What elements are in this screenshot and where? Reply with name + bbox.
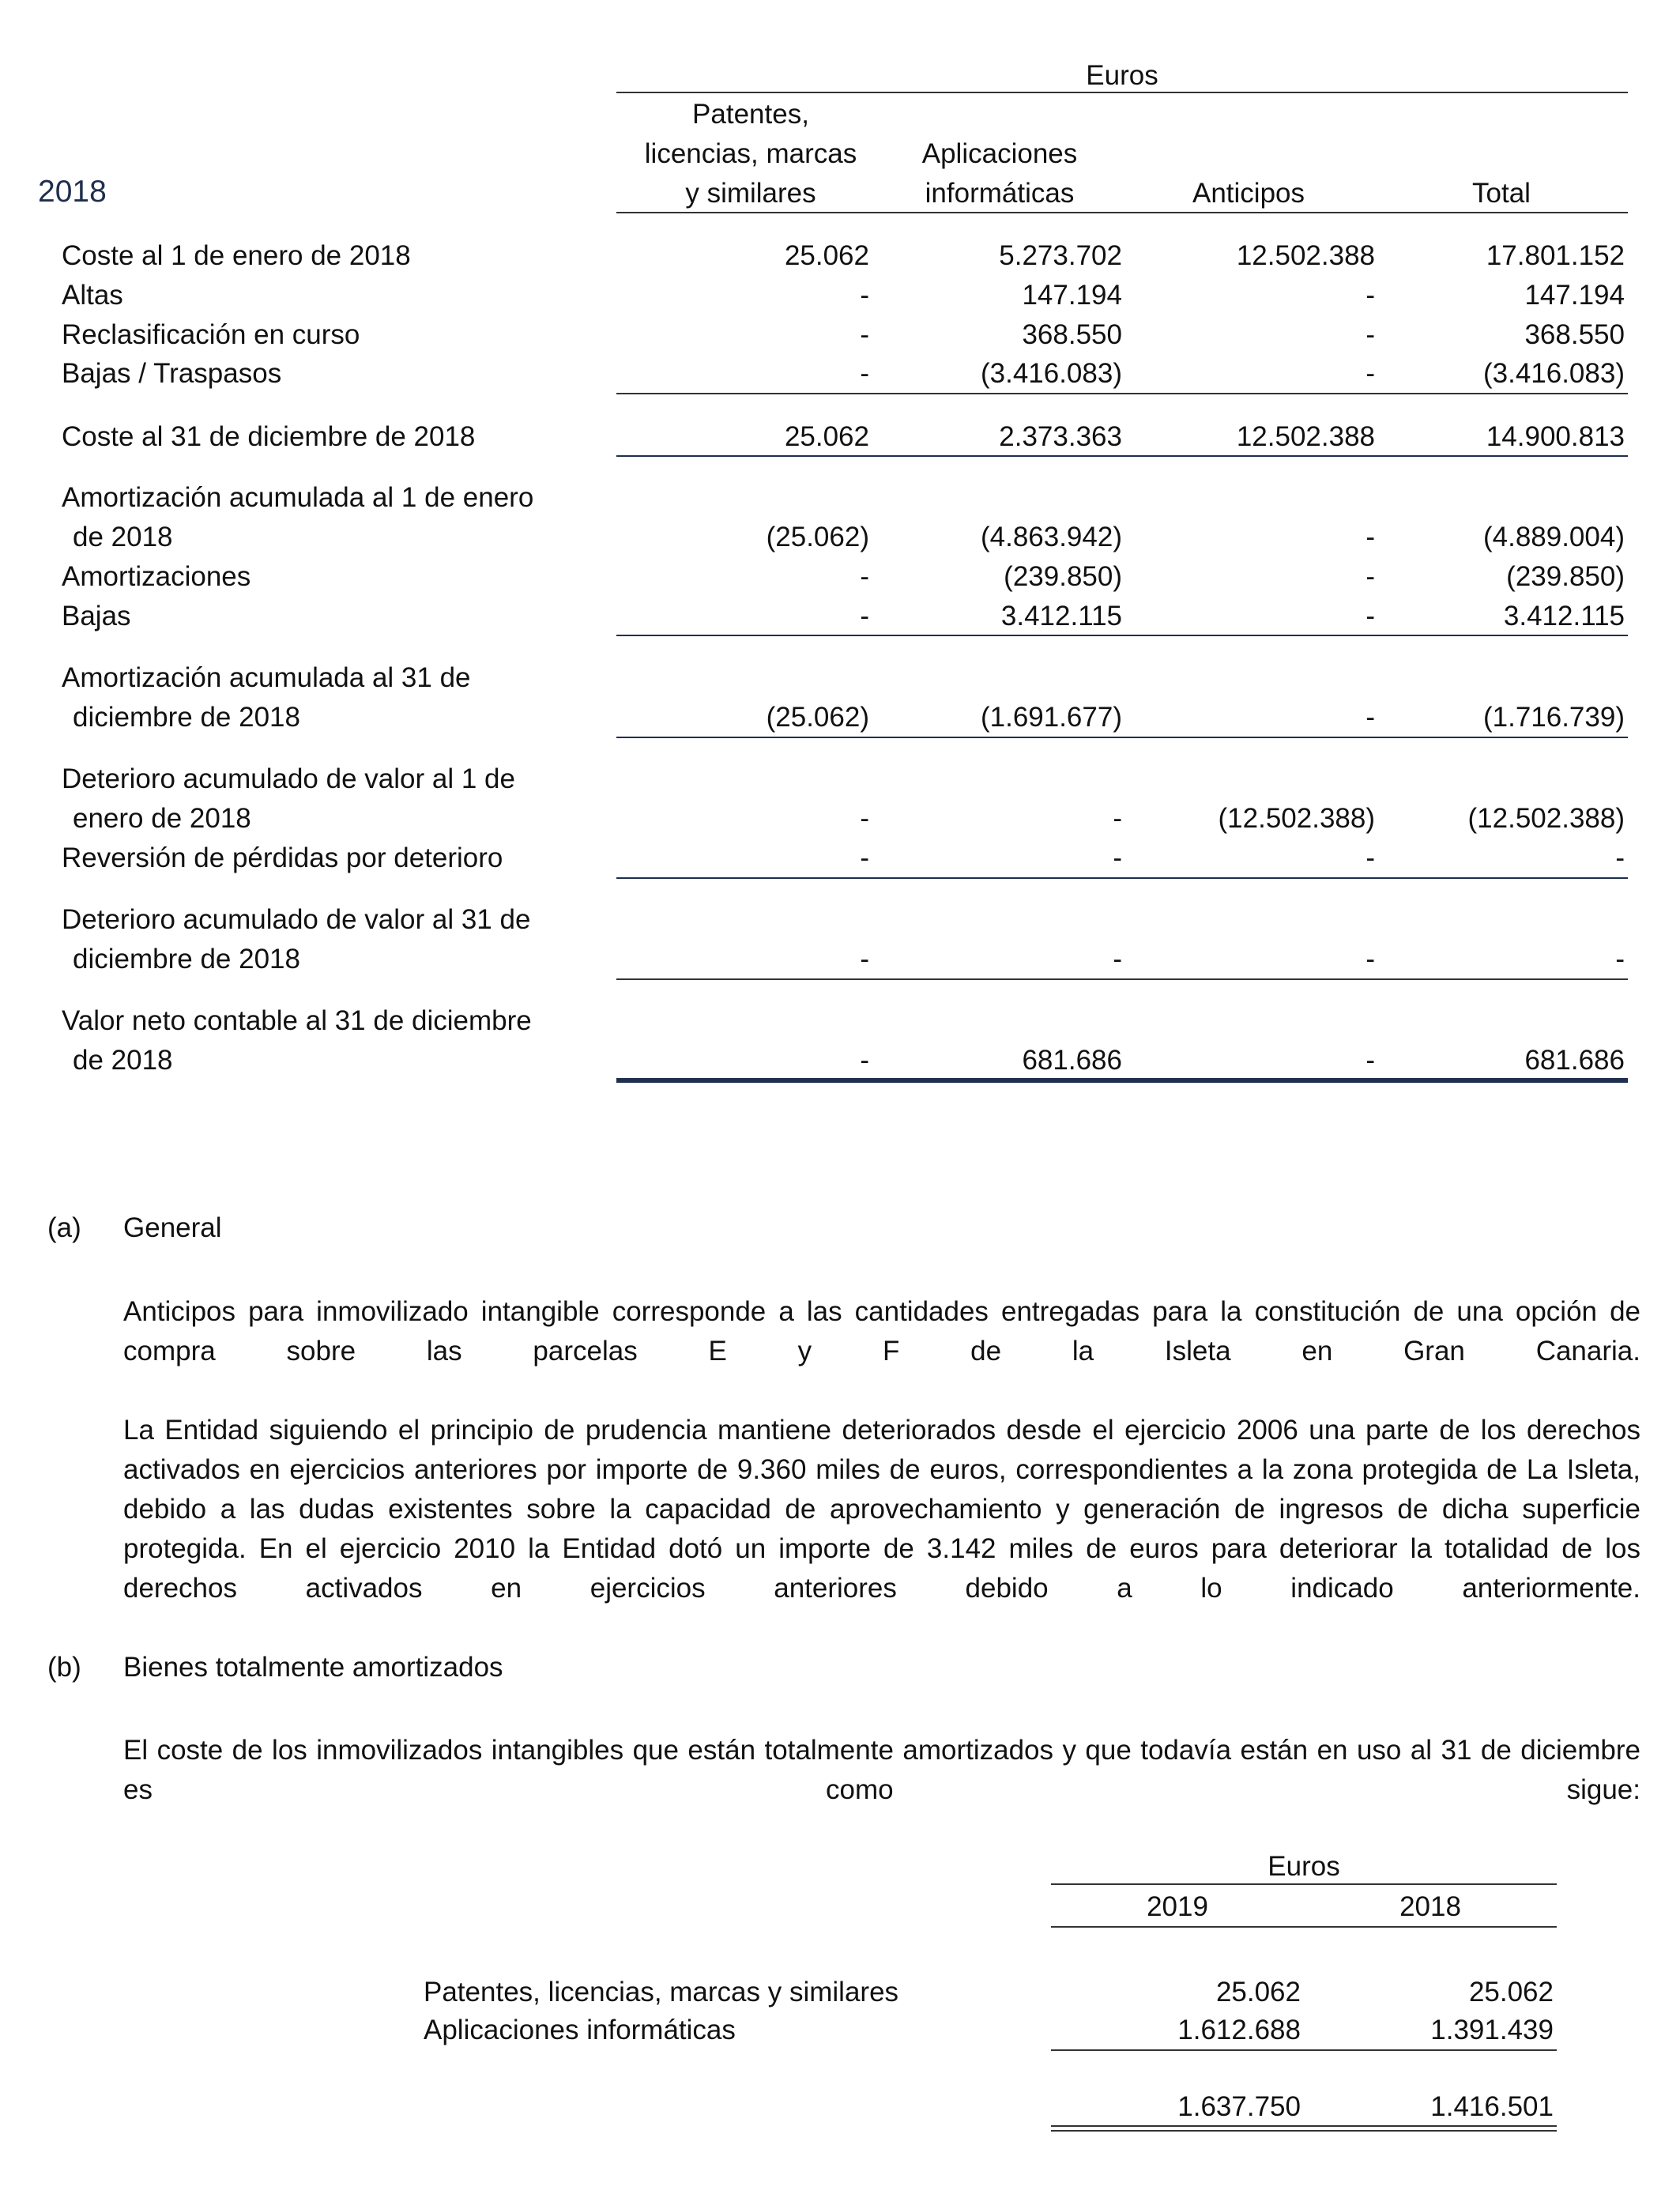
- cell-value: 368.550: [1022, 319, 1122, 350]
- cell-value: 14.900.813: [1486, 421, 1625, 452]
- cell-value: -: [860, 280, 869, 311]
- cell-value: -: [860, 561, 869, 592]
- row-label: Amortizaciones: [62, 561, 251, 592]
- column-header-aplicaciones-line2: informáticas: [925, 178, 1075, 209]
- grand-total-rule: [616, 1078, 1628, 1083]
- cell-value: 147.194: [1524, 280, 1625, 311]
- cell-value: -: [1113, 843, 1122, 873]
- section-rule: [616, 737, 1628, 738]
- row-label: Altas: [62, 280, 123, 311]
- total-value: 1.637.750: [1177, 2091, 1301, 2122]
- paragraph: El coste de los inmovilizados intangibles que están totalmente amortizados y que todavía están en uso al 31 de diciembre es como sigue:: [123, 1735, 1640, 1805]
- row-label: Bajas: [62, 601, 131, 631]
- section-rule: [616, 635, 1628, 636]
- row-label-line1: Deterioro acumulado de valor al 1 de: [62, 763, 515, 794]
- cell-value: -: [1365, 1045, 1375, 1076]
- total-value: 1.416.501: [1430, 2091, 1554, 2122]
- cell-value: -: [1365, 561, 1375, 592]
- cell-value: (1.716.739): [1482, 702, 1625, 733]
- currency-header: Euros: [1268, 1851, 1340, 1882]
- cell-value: -: [1615, 843, 1625, 873]
- cell-value: (4.889.004): [1482, 522, 1625, 552]
- cell-value: -: [860, 601, 869, 631]
- cell-value: -: [1365, 601, 1375, 631]
- cell-value: -: [860, 358, 869, 389]
- cell-value: 3.412.115: [1000, 601, 1122, 631]
- column-header-aplicaciones-line1: Aplicaciones: [921, 138, 1078, 169]
- cell-value: -: [1365, 319, 1375, 350]
- cell-value: (25.062): [766, 522, 869, 552]
- cell-value: (239.850): [1004, 561, 1122, 592]
- paragraph: Anticipos para inmovilizado intangible corresponde a las cantidades entregadas para la constitución de una opción de compra sobre las parcelas E y F de la Isleta en Gran Canaria.: [123, 1296, 1640, 1367]
- header-rule: [1051, 1883, 1557, 1885]
- row-label-line1: Amortización acumulada al 1 de enero: [62, 482, 534, 513]
- row-label-line2: diciembre de 2018: [73, 702, 300, 733]
- subtotal-rule: [616, 393, 1628, 394]
- cell-value: -: [1113, 944, 1122, 974]
- cell-value: -: [1113, 803, 1122, 834]
- section-rule: [616, 455, 1628, 457]
- section-marker: (b): [47, 1652, 81, 1683]
- cell-value: (1.691.677): [980, 702, 1122, 733]
- cell-value: -: [1365, 522, 1375, 552]
- cell-value: 1.612.688: [1177, 2015, 1301, 2045]
- cell-value: 1.391.439: [1430, 2015, 1554, 2045]
- row-label: Bajas / Traspasos: [62, 358, 282, 389]
- row-label-line2: diciembre de 2018: [73, 944, 300, 974]
- column-header-patentes-line2: licencias, marcas: [644, 138, 857, 169]
- row-label-line2: enero de 2018: [73, 803, 251, 834]
- cell-value: -: [860, 843, 869, 873]
- section-rule: [616, 877, 1628, 879]
- row-label-line2: de 2018: [73, 522, 173, 552]
- section-marker: (a): [47, 1212, 81, 1243]
- cell-value: (25.062): [766, 702, 869, 733]
- row-label-line1: Amortización acumulada al 31 de: [62, 662, 471, 693]
- cell-value: -: [860, 944, 869, 974]
- section-heading: General: [123, 1212, 222, 1243]
- currency-header: Euros: [1086, 60, 1158, 91]
- section-heading: Bienes totalmente amortizados: [123, 1652, 503, 1683]
- row-label: Aplicaciones informáticas: [424, 2015, 736, 2045]
- cell-value: 25.062: [784, 421, 869, 452]
- cell-value: -: [860, 319, 869, 350]
- cell-value: 25.062: [1468, 1977, 1554, 2007]
- cell-value: 681.686: [1022, 1045, 1122, 1076]
- cell-value: 17.801.152: [1486, 240, 1625, 271]
- column-header-rule: [616, 212, 1628, 213]
- cell-value: (3.416.083): [980, 358, 1122, 389]
- column-header-anticipos: Anticipos: [1192, 178, 1305, 209]
- row-label: Reversión de pérdidas por deterioro: [62, 843, 503, 873]
- year-label: 2018: [38, 175, 107, 209]
- row-label-line2: de 2018: [73, 1045, 173, 1076]
- cell-value: 3.412.115: [1503, 601, 1625, 631]
- cell-value: 2.373.363: [999, 421, 1122, 452]
- total-rule-lower: [1051, 2130, 1557, 2132]
- row-label: Coste al 1 de enero de 2018: [62, 240, 411, 271]
- cell-value: -: [1365, 280, 1375, 311]
- cell-value: -: [860, 1045, 869, 1076]
- row-label-line1: Valor neto contable al 31 de diciembre: [62, 1005, 532, 1036]
- subtotal-rule: [1051, 2049, 1557, 2051]
- cell-value: -: [860, 803, 869, 834]
- row-label: Coste al 31 de diciembre de 2018: [62, 421, 476, 452]
- year-header: 2019: [1147, 1891, 1208, 1922]
- cell-value: -: [1615, 944, 1625, 974]
- cell-value: 368.550: [1524, 319, 1625, 350]
- cell-value: -: [1365, 702, 1375, 733]
- cell-value: (3.416.083): [1482, 358, 1625, 389]
- column-header-total: Total: [1472, 178, 1531, 209]
- cell-value: -: [1365, 944, 1375, 974]
- cell-value: (12.502.388): [1467, 803, 1625, 834]
- row-label: Reclasificación en curso: [62, 319, 360, 350]
- column-header-patentes-line1: Patentes,: [692, 99, 809, 130]
- paragraph: La Entidad siguiendo el principio de prudencia mantiene deteriorados desde el ejercicio 2006 una parte de los derechos activados en ejercicios anteriores por importe de 9.360 miles de euros, correspondientes a la zona protegida de La Isleta, debido a las dudas existentes sobre la capacidad de aprovechamiento y generación de ingresos de dicha superficie protegida. En el ejercicio 2010 la Entidad dotó un importe de 3.142 miles de euros para deteriorar la totalidad de los derechos activados en ejercicios anteriores debido a lo indicado anteriormente.: [123, 1415, 1640, 1604]
- cell-value: 681.686: [1524, 1045, 1625, 1076]
- cell-value: (12.502.388): [1218, 803, 1375, 834]
- cell-value: 25.062: [784, 240, 869, 271]
- header-rule: [616, 92, 1628, 93]
- cell-value: 147.194: [1022, 280, 1122, 311]
- cell-value: (4.863.942): [980, 522, 1122, 552]
- cell-value: -: [1365, 358, 1375, 389]
- row-label-line1: Deterioro acumulado de valor al 31 de: [62, 904, 531, 935]
- total-rule-upper: [1051, 2125, 1557, 2127]
- cell-value: 12.502.388: [1236, 240, 1375, 271]
- row-label: Patentes, licencias, marcas y similares: [424, 1977, 899, 2007]
- cell-value: 12.502.388: [1236, 421, 1375, 452]
- column-header-rule: [1051, 1926, 1557, 1928]
- cell-value: 25.062: [1215, 1977, 1301, 2007]
- cell-value: -: [1365, 843, 1375, 873]
- cell-value: (239.850): [1506, 561, 1625, 592]
- cell-value: 5.273.702: [999, 240, 1122, 271]
- section-rule: [616, 978, 1628, 980]
- column-header-patentes-line3: y similares: [685, 178, 816, 209]
- year-header: 2018: [1399, 1891, 1461, 1922]
